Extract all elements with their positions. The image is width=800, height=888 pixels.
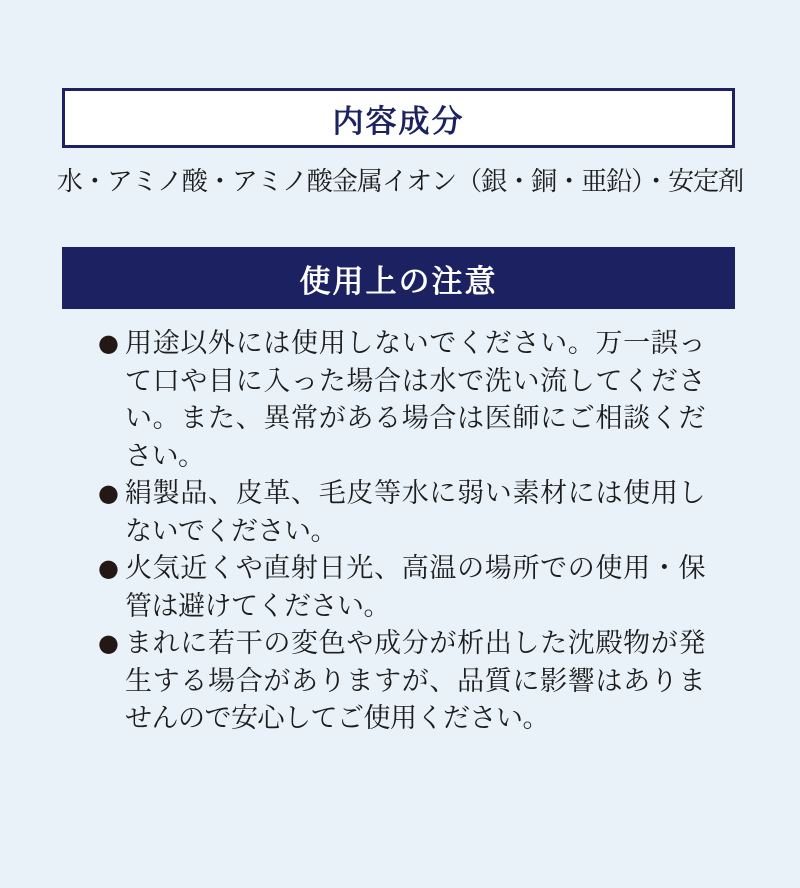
precaution-item-text: まれに若干の変色や成分が析出した沈殿物が発生する場合がありますが、品質に影響はありませんので安心してご使用ください。 xyxy=(125,628,705,734)
precaution-item xyxy=(98,550,705,625)
ingredients-title-box xyxy=(62,88,735,148)
ingredients-content-text: 水・アミノ酸・アミノ酸金属イオン（銀・銅・亜鉛）・安定剤 xyxy=(56,167,744,197)
ingredients-section-title: 内容成分 xyxy=(332,103,465,140)
precaution-item xyxy=(98,625,705,738)
bullet-icon: ● xyxy=(98,479,119,507)
bullet-icon: ● xyxy=(98,554,119,582)
precaution-item xyxy=(98,325,705,475)
precaution-item xyxy=(98,475,705,550)
precaution-item-text: 用途以外には使用しないでください。万一誤って口や目に入った場合は水で洗い流してください。また、異常がある場合は医師にご相談ください。 xyxy=(125,328,705,472)
bullet-icon: ● xyxy=(98,329,119,357)
product-label-panel xyxy=(0,88,800,888)
precautions-section-title: 使用上の注意 xyxy=(299,263,498,300)
precaution-item-text: 絹製品、皮革、毛皮等水に弱い素材には使用しないでください。 xyxy=(125,478,705,547)
precautions-list xyxy=(98,325,705,738)
precautions-header-bar xyxy=(62,247,735,309)
bullet-icon: ● xyxy=(98,629,119,657)
precaution-item-text: 火気近くや直射日光、高温の場所での使用・保管は避けてください。 xyxy=(125,553,705,622)
